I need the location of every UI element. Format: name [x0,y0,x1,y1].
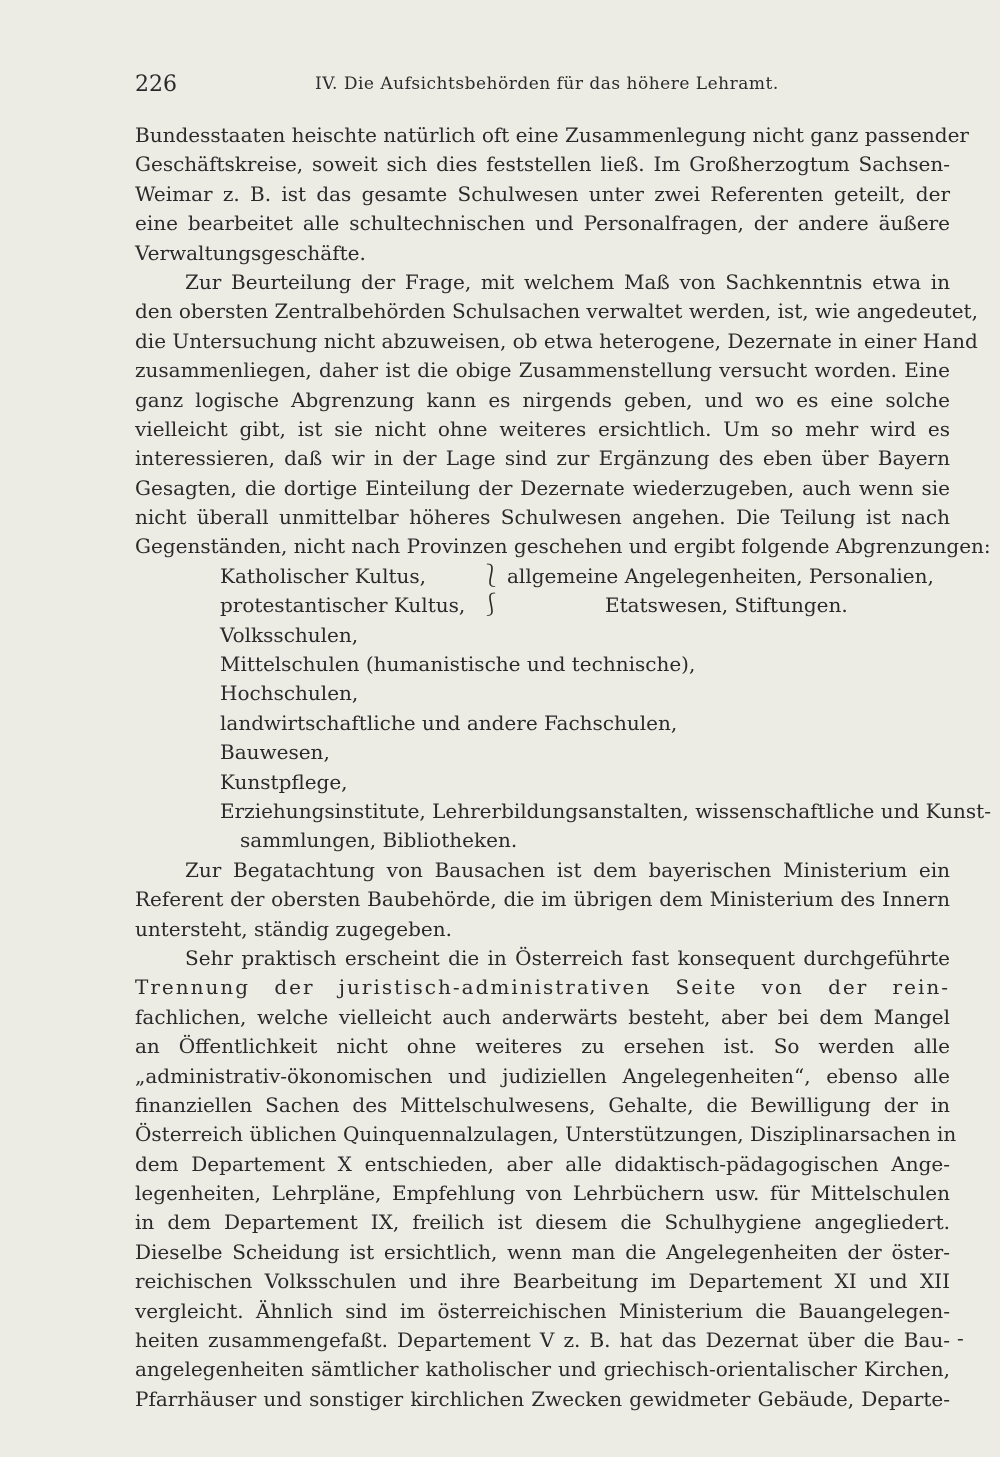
margin-mark: - [957,1326,964,1350]
list-item: Bauwesen, [220,740,330,765]
text-line: an Öffentlichkeit nicht ohne weiteres zu ersehen ist. So werden alle [135,1034,950,1059]
text-line: Pfarrhäuser und sonstiger kirchlichen Zwecken gewidmeter Gebäude, Departe- [135,1386,950,1411]
text-line: vielleicht gibt, ist sie nicht ohne weiteres ersichtlich. Um so mehr wird es [135,416,950,441]
text-line: eine bearbeitet alle schultechnischen und Personalfragen, der andere äußere [135,211,950,236]
text-line: Bundesstaaten heischte natürlich oft eine Zusammenlegung nicht ganz passender [135,123,969,147]
text-line: Verwaltungsgeschäfte. [135,240,366,265]
text-line: interessieren, daß wir in der Lage sind zur Ergänzung des eben über Bayern [135,446,950,471]
text-line: Geschäftskreise, soweit sich dies feststellen ließ. Im Großherzogtum Sachsen- [135,152,950,177]
text-line: untersteht, ständig zugegeben. [135,916,453,941]
list-row-braced [135,562,950,591]
text-line: heiten zusammengefaßt. Departement V z. B. hat das Dezernat über die Bau- [135,1328,950,1353]
list-item-note: Etatswesen, Stiftungen. [605,593,848,618]
list-item: protestantischer Kultus, [220,593,466,618]
text-line: Zur Begatachtung von Bausachen ist dem bayerischen Ministerium ein [185,857,950,882]
text-line: fachlichen, welche vielleicht auch anderwärts besteht, aber bei dem Mangel [135,1004,950,1029]
page-header [135,72,950,102]
text-line: Österreich üblichen Quinquennalzulagen, Unterstützungen, Disziplinarsachen in [135,1122,957,1147]
list-item: Katholischer Kultus, [220,563,427,588]
list-item: Volksschulen, [220,622,359,647]
text-line: „administrativ-ökonomischen und judiziellen Angelegenheiten“, ebenso alle [135,1063,950,1088]
text-line: in dem Departement IX, freilich ist diesem die Schulhygiene angegliedert. [135,1210,950,1235]
text-line: nicht überall unmittelbar höheres Schulwesen angehen. Die Teilung ist nach [135,505,950,530]
list-item-note: allgemeine Angelegenheiten, Personalien, [507,563,934,588]
text-line: Dieselbe Scheidung ist ersichtlich, wenn man die Angelegenheiten der öster- [135,1239,950,1264]
text-line: Zur Beurteilung der Frage, mit welchem Maß von Sachkenntnis etwa in [185,269,950,294]
running-head: IV. Die Aufsichtsbehörden für das höhere Lehramt. [315,74,779,94]
text-line: Referent der obersten Baubehörde, die im übrigen dem Ministerium des Innern [135,887,950,912]
text-line: reichischen Volksschulen und ihre Bearbeitung im Departement XI und XII [135,1269,950,1294]
page-number: 226 [135,72,177,97]
text-line: die Untersuchung nicht abzuweisen, ob etwa heterogene, Dezernate in einer Hand [135,328,978,353]
text-line: Gesagten, die dortige Einteilung der Dezernate wiederzugeben, auch wenn sie [135,475,950,500]
text-line: zusammenliegen, daher ist die obige Zusammenstellung versucht worden. Eine [135,358,950,383]
text-line: Weimar z. B. ist das gesamte Schulwesen unter zwei Referenten geteilt, der [135,181,950,206]
text-line: legenheiten, Lehrpläne, Empfehlung von Lehrbüchern usw. für Mittelschulen [135,1181,950,1206]
text-line: finanziellen Sachen des Mittelschulwesens, Gehalte, die Bewilligung der in [135,1092,950,1117]
list-item: Erziehungsinstitute, Lehrerbildungsanstalten, wissenschaftliche und Kunst- [220,798,991,823]
list-item-continuation: sammlungen, Bibliotheken. [240,828,518,853]
text-line: angelegenheiten sämtlicher katholischer und griechisch-orientalischer Kirchen, [135,1357,950,1382]
brace-mark: ⎱ [480,563,503,589]
list-item: Hochschulen, [220,681,359,706]
list-row-braced [135,591,950,620]
text-line: dem Departement X entschieden, aber alle didaktisch-pädagogischen Ange- [135,1151,950,1176]
text-line: Gegenständen, nicht nach Provinzen geschehen und ergibt folgende Abgrenzungen: [135,534,991,559]
text-line: den obersten Zentralbehörden Schulsachen verwaltet werden, ist, wie angedeutet, [135,299,978,324]
body-text [135,121,991,1414]
text-line-spaced: Trennung der juristisch-administrativen Seite von der rein- [135,975,950,1000]
list-item: Mittelschulen (humanistische und technische), [220,652,696,677]
text-line: ganz logische Abgrenzung kann es nirgends geben, und wo es eine solche [135,387,950,412]
list-item: Kunstpflege, [220,769,348,794]
text-line: Sehr praktisch erscheint die in Österreich fast konsequent durchgeführte [185,945,950,970]
brace-mark: ⎰ [480,593,503,619]
list-item: landwirtschaftliche und andere Fachschulen, [220,710,678,735]
text-line: vergleicht. Ähnlich sind im österreichischen Ministerium die Bauangelegen- [135,1298,950,1323]
